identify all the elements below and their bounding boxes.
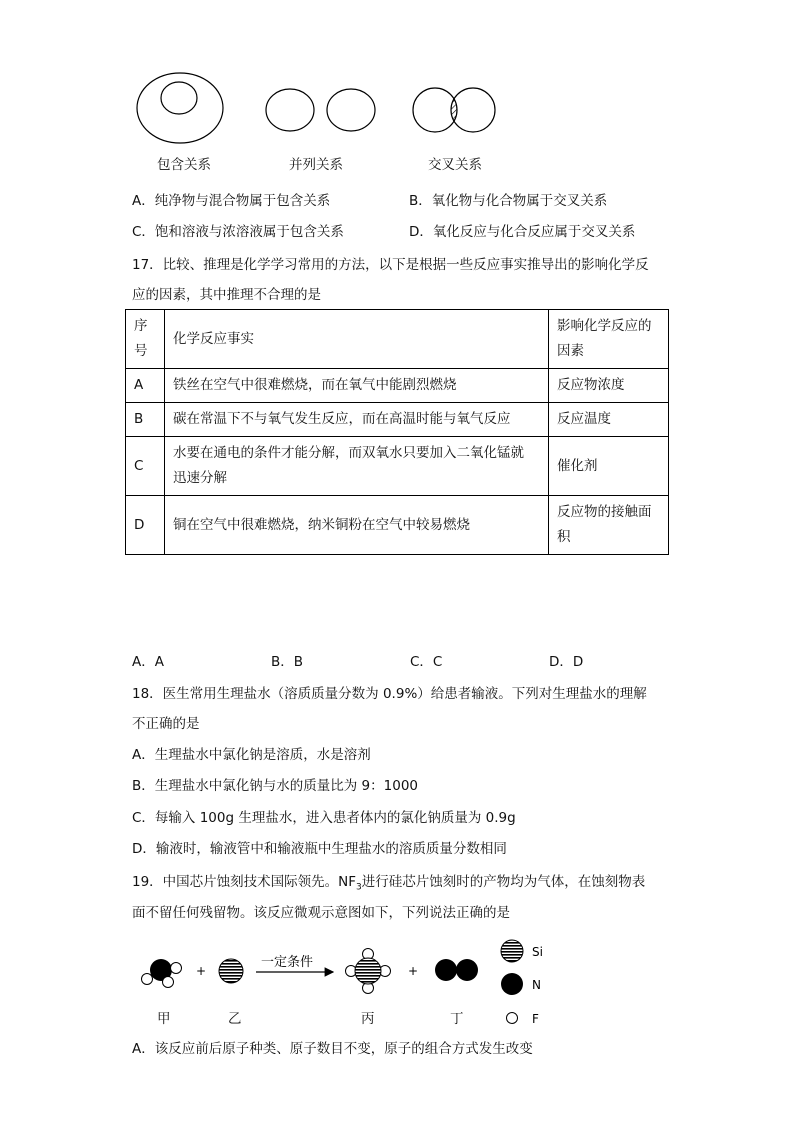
label-intersection: 交叉关系 xyxy=(428,157,482,173)
q17-option-c: C．C xyxy=(410,654,443,670)
row-id: D xyxy=(126,496,165,555)
row-id: B xyxy=(126,403,165,437)
label-jia: 甲 xyxy=(157,1011,171,1027)
row-factor: 反应温度 xyxy=(549,403,669,437)
legend-n: N xyxy=(532,978,541,992)
header-fact: 化学反应事实 xyxy=(165,310,549,369)
plus-sign-2: + xyxy=(408,964,419,978)
q18-stem-line1: 18．医生常用生理盐水（溶质质量分数为 0.9%）给患者输液。下列对生理盐水的理解 xyxy=(132,686,647,702)
legend-f: F xyxy=(532,1012,539,1026)
q19-option-a: A．该反应前后原子种类、原子数目不变，原子的组合方式发生改变 xyxy=(132,1041,533,1057)
q17-option-b: B．B xyxy=(271,654,304,670)
table-row xyxy=(126,369,669,403)
label-bing: 丙 xyxy=(361,1011,375,1027)
q18-option-d: D．输液时，输液管中和输液瓶中生理盐水的溶质质量分数相同 xyxy=(132,841,507,857)
label-parallel: 并列关系 xyxy=(289,157,343,173)
q17-option-a: A．A xyxy=(132,654,164,670)
q16-option-a: A．纯净物与混合物属于包含关系 xyxy=(132,193,331,209)
molecule-jia-nf3 xyxy=(142,959,182,988)
legend-si: Si xyxy=(532,945,543,959)
relation-diagrams xyxy=(130,68,510,148)
label-inclusion: 包含关系 xyxy=(157,157,211,173)
q16-option-c: C．饱和溶液与浓溶液属于包含关系 xyxy=(132,224,344,240)
table-row xyxy=(126,437,669,496)
row-factor: 催化剂 xyxy=(549,437,669,496)
q18-option-c: C．每输入 100g 生理盐水，进入患者体内的氯化钠质量为 0.9g xyxy=(132,810,516,826)
header-index: 序 号 xyxy=(126,310,165,369)
table-row xyxy=(126,403,669,437)
q17-stem-line1: 17．比较、推理是化学学习常用的方法，以下是根据一些反应事实推导出的影响化学反 xyxy=(132,257,649,273)
q16-option-b: B．氧化物与化合物属于交叉关系 xyxy=(409,193,608,209)
table-header-row xyxy=(126,310,669,369)
row-fact: 水要在通电的条件才能分解，而双氧水只要加入二氧化锰就 迅速分解 xyxy=(165,437,549,496)
q19-stem-line2: 面不留任何残留物。该反应微观示意图如下，下列说法正确的是 xyxy=(132,905,510,921)
inclusion-diagram xyxy=(137,73,223,143)
q16-option-d: D．氧化反应与化合反应属于交叉关系 xyxy=(409,224,636,240)
reaction-diagram xyxy=(130,930,570,1030)
molecule-yi-si xyxy=(219,959,243,983)
q18-stem-line2: 不正确的是 xyxy=(132,716,200,732)
q17-table xyxy=(125,309,669,555)
row-fact: 铜在空气中很难燃烧，纳米铜粉在空气中较易燃烧 xyxy=(165,496,549,555)
plus-sign-1: + xyxy=(196,964,207,978)
row-id: A xyxy=(126,369,165,403)
label-ding: 丁 xyxy=(450,1011,464,1027)
header-factor: 影响化学反应的 因素 xyxy=(549,310,669,369)
molecule-bing-sif4 xyxy=(346,949,391,994)
row-fact: 铁丝在空气中很难燃烧，而在氧气中能剧烈燃烧 xyxy=(165,369,549,403)
row-id: C xyxy=(126,437,165,496)
parallel-diagram xyxy=(266,89,375,131)
intersection-diagram xyxy=(413,88,495,132)
q18-option-b: B．生理盐水中氯化钠与水的质量比为 9：1000 xyxy=(132,778,418,794)
legend xyxy=(501,940,543,1026)
row-factor: 反应物浓度 xyxy=(549,369,669,403)
q19-stem-line1: 19．中国芯片蚀刻技术国际领先。$NF_3$进行硅芯片蚀刻时的产物均为气体，在蚀刻物表 xyxy=(132,874,646,893)
row-fact: 碳在常温下不与氧气发生反应，而在高温时能与氧气反应 xyxy=(165,403,549,437)
q17-option-d: D．D xyxy=(549,654,584,670)
reaction-condition: 一定条件 xyxy=(261,955,314,970)
q18-option-a: A．生理盐水中氯化钠是溶质，水是溶剂 xyxy=(132,747,371,763)
molecule-ding-n2 xyxy=(435,959,478,981)
row-factor: 反应物的接触面 积 xyxy=(549,496,669,555)
table-row xyxy=(126,496,669,555)
q17-stem-line2: 应的因素，其中推理不合理的是 xyxy=(132,287,321,303)
label-yi: 乙 xyxy=(228,1011,242,1027)
